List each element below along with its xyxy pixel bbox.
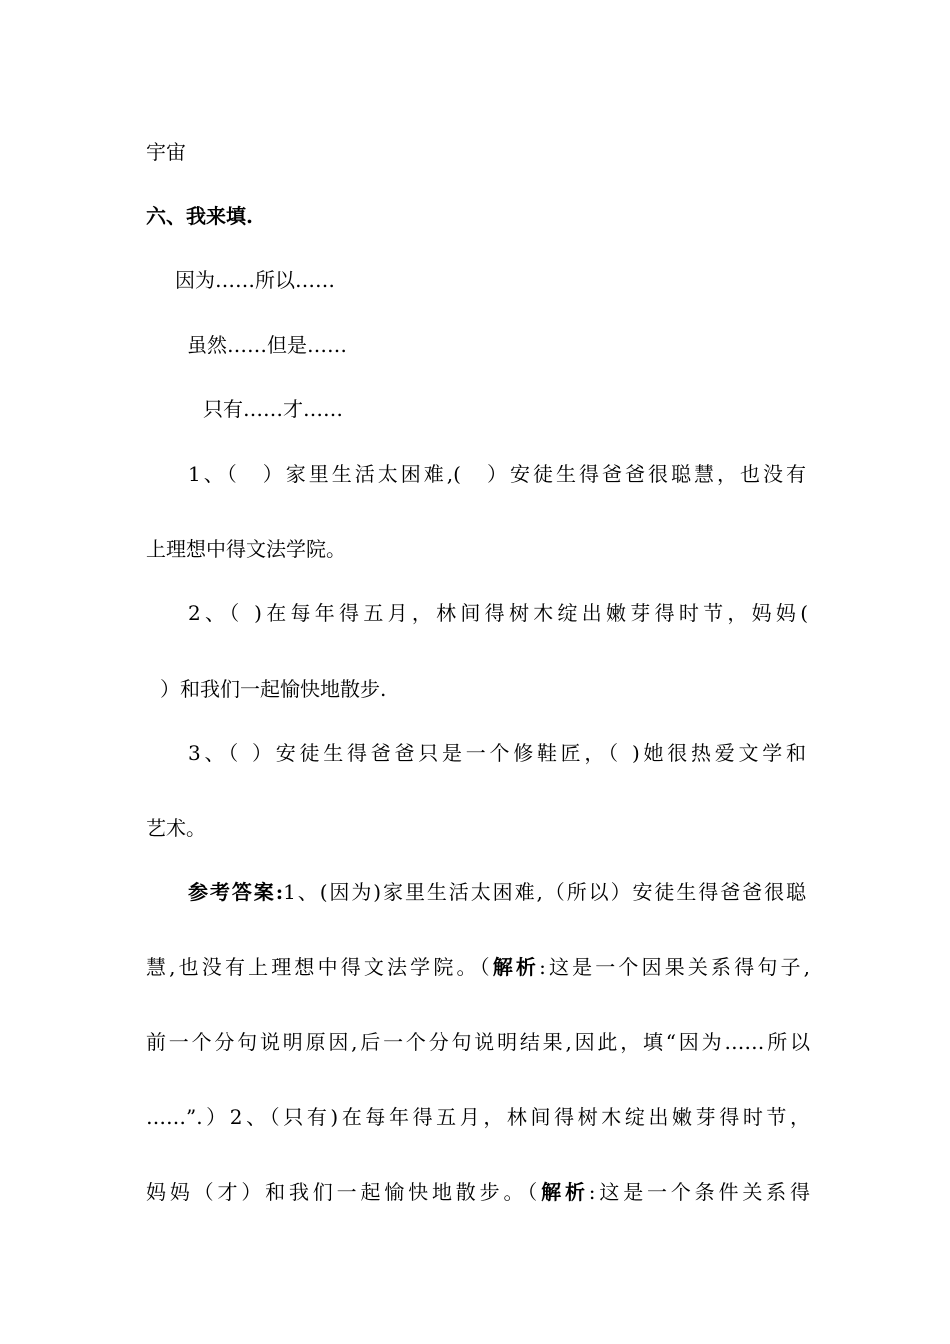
question-1-line-1: 1、（ ）家里生活太困难,( ）安徒生得爸爸很聪慧，也没有 [188,462,806,486]
answer-line-2-post: :这是一个因果关系得句子, [539,955,811,979]
analysis-label-2: 解析 [541,1180,589,1204]
option-only-then: 只有……才…… [203,397,343,421]
question-3-line-1: 3、（ ）安徒生得爸爸只是一个修鞋匠，（ )她很热爱文学和 [188,741,806,765]
answer-line-5-post: :这是一个条件关系得 [588,1180,811,1204]
option-because-so: 因为……所以…… [175,268,335,292]
answer-line-1 [188,879,806,905]
question-2-line-2: ）和我们一起愉快地散步. [160,677,387,701]
answer-line-4: ……”.）2、（只有)在每年得五月，林间得树木绽出嫩芽得时节， [146,1105,810,1129]
answer-line-5 [146,1179,810,1205]
answer-line-5-pre: 妈妈（才）和我们一起愉快地散步。（ [146,1180,542,1204]
text-line-universe: 宇宙 [146,140,186,164]
question-1-line-2: 上理想中得文法学院。 [146,537,346,561]
answer-1-text: 1、(因为)家里生活太困难,（所以）安徒生得爸爸很聪 [283,880,807,904]
answer-line-3: 前一个分句说明原因,后一个分句说明结果,因此，填“因为……所以 [146,1030,810,1054]
question-2-line-1: 2、（ )在每年得五月，林间得树木绽出嫩芽得时节，妈妈( [188,601,808,625]
answer-label: 参考答案: [188,880,284,904]
option-although-but: 虽然……但是…… [187,333,347,357]
question-3-line-2: 艺术。 [146,816,206,840]
section-heading: 六、我来填. [146,204,253,228]
answer-line-2-pre: 慧,也没有上理想中得文法学院。（ [146,955,493,979]
analysis-label: 解析 [492,955,540,979]
answer-line-2 [146,954,810,980]
